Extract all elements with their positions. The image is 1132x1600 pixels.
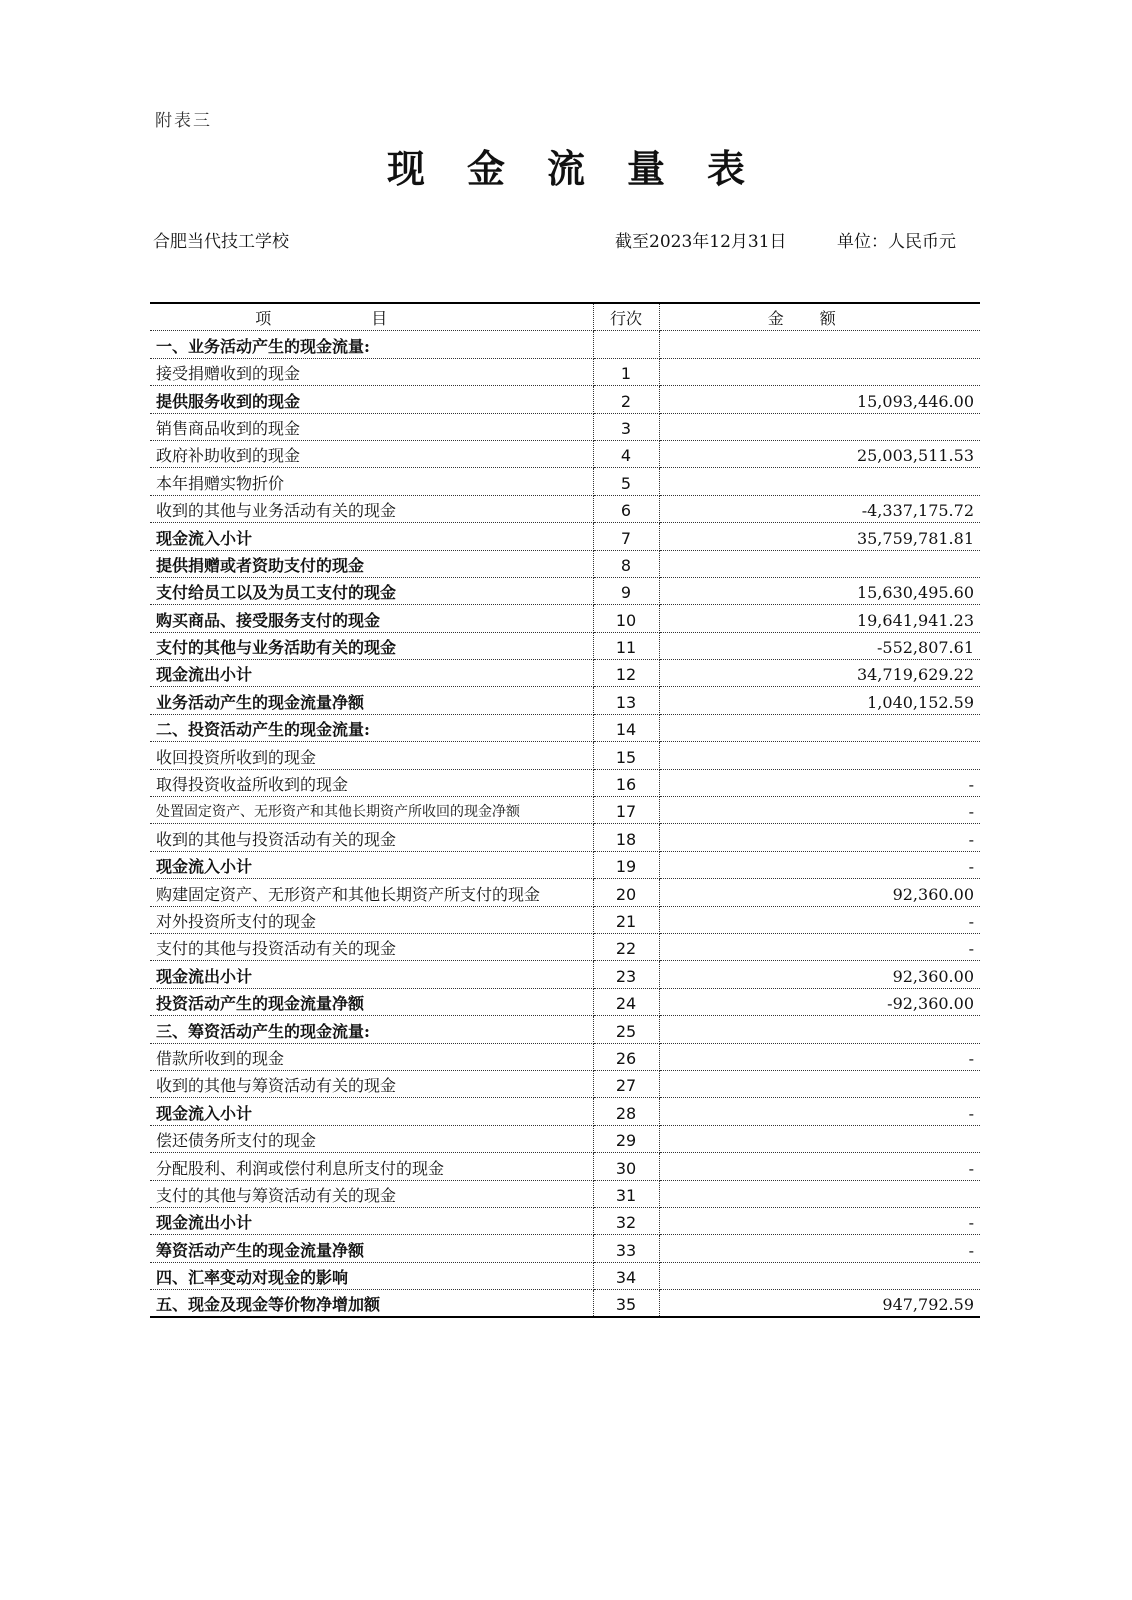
annex-label: 附表三 [155,111,212,131]
table-row [150,961,980,988]
row-item-label: 收到的其他与筹资活动有关的现金 [150,1070,593,1097]
row-line-number: 34 [593,1262,659,1289]
row-amount: 19,641,941.23 [659,605,980,632]
table-row [150,1043,980,1070]
row-item-label: 现金流出小计 [150,961,593,988]
table-row [150,687,980,714]
row-line-number: 1 [593,358,659,385]
header-item: 项目 [150,303,593,331]
table-row [150,550,980,577]
row-line-number: 5 [593,468,659,495]
table-row [150,933,980,960]
row-item-label: 二、投资活动产生的现金流量: [150,714,593,741]
row-line-number: 24 [593,988,659,1015]
row-item-label: 取得投资收益所收到的现金 [150,769,593,796]
row-item-label: 购建固定资产、无形资产和其他长期资产所支付的现金 [150,879,593,906]
table-row [150,1207,980,1234]
row-amount [659,1070,980,1097]
row-line-number: 12 [593,660,659,687]
row-line-number: 14 [593,714,659,741]
table-row [150,906,980,933]
row-line-number: 25 [593,1016,659,1043]
row-line-number: 22 [593,933,659,960]
table-row [150,605,980,632]
row-line-number: 29 [593,1125,659,1152]
header-line-no: 行次 [593,303,659,331]
row-amount: - [659,797,980,824]
currency-unit: 单位：人民币元 [837,232,956,252]
table-row [150,1153,980,1180]
table-row [150,1070,980,1097]
row-item-label: 四、汇率变动对现金的影响 [150,1262,593,1289]
row-line-number: 6 [593,495,659,522]
row-line-number: 23 [593,961,659,988]
table-row [150,1016,980,1043]
table-row [150,523,980,550]
row-item-label: 收到的其他与投资活动有关的现金 [150,824,593,851]
table-row [150,577,980,604]
row-amount: - [659,933,980,960]
row-item-label: 业务活动产生的现金流量净额 [150,687,593,714]
row-item-label: 购买商品、接受服务支付的现金 [150,605,593,632]
row-item-label: 处置固定资产、无形资产和其他长期资产所收回的现金净额 [150,797,593,824]
table-row [150,358,980,385]
row-line-number: 28 [593,1098,659,1125]
row-line-number: 13 [593,687,659,714]
row-amount [659,1262,980,1289]
row-item-label: 本年捐赠实物折价 [150,468,593,495]
row-amount [659,468,980,495]
row-line-number [593,331,659,358]
row-line-number: 10 [593,605,659,632]
table-row [150,468,980,495]
row-amount [659,1016,980,1043]
row-amount: 1,040,152.59 [659,687,980,714]
row-amount [659,714,980,741]
table-row [150,632,980,659]
table-row [150,440,980,467]
row-line-number: 32 [593,1207,659,1234]
row-line-number: 19 [593,851,659,878]
row-line-number: 35 [593,1290,659,1318]
table-row [150,879,980,906]
row-item-label: 分配股利、利润或偿付利息所支付的现金 [150,1153,593,1180]
table-row [150,824,980,851]
row-line-number: 26 [593,1043,659,1070]
row-item-label: 现金流出小计 [150,660,593,687]
row-amount: -552,807.61 [659,632,980,659]
table-row [150,331,980,358]
row-item-label: 三、筹资活动产生的现金流量: [150,1016,593,1043]
report-date: 截至2023年12月31日 [615,232,787,252]
row-item-label: 支付的其他与筹资活动有关的现金 [150,1180,593,1207]
row-line-number: 18 [593,824,659,851]
row-amount: 35,759,781.81 [659,523,980,550]
row-amount: - [659,1235,980,1262]
row-amount: - [659,1098,980,1125]
row-item-label: 借款所收到的现金 [150,1043,593,1070]
row-amount: - [659,1043,980,1070]
row-item-label: 支付的其他与业务活助有关的现金 [150,632,593,659]
table-row [150,1262,980,1289]
row-item-label: 现金流出小计 [150,1207,593,1234]
row-amount: 15,093,446.00 [659,386,980,413]
row-line-number: 2 [593,386,659,413]
row-item-label: 销售商品收到的现金 [150,413,593,440]
row-item-label: 支付的其他与投资活动有关的现金 [150,933,593,960]
row-line-number: 3 [593,413,659,440]
row-item-label: 接受捐赠收到的现金 [150,358,593,385]
row-item-label: 一、业务活动产生的现金流量: [150,331,593,358]
row-item-label: 偿还债务所支付的现金 [150,1125,593,1152]
table-row [150,851,980,878]
row-line-number: 15 [593,742,659,769]
row-line-number: 27 [593,1070,659,1097]
row-amount: - [659,1153,980,1180]
table-row [150,1180,980,1207]
row-line-number: 20 [593,879,659,906]
row-amount: 15,630,495.60 [659,577,980,604]
table-row [150,386,980,413]
row-amount: 34,719,629.22 [659,660,980,687]
row-item-label: 政府补助收到的现金 [150,440,593,467]
row-item-label: 筹资活动产生的现金流量净额 [150,1235,593,1262]
row-line-number: 31 [593,1180,659,1207]
row-amount [659,1180,980,1207]
row-amount: - [659,906,980,933]
organization-name: 合肥当代技工学校 [153,232,289,252]
row-line-number: 30 [593,1153,659,1180]
table-row [150,1125,980,1152]
row-item-label: 对外投资所支付的现金 [150,906,593,933]
cash-flow-table [150,302,980,1318]
row-amount: -92,360.00 [659,988,980,1015]
row-line-number: 16 [593,769,659,796]
row-amount: - [659,769,980,796]
row-line-number: 8 [593,550,659,577]
table-row [150,1098,980,1125]
table-row [150,413,980,440]
row-item-label: 提供捐赠或者资助支付的现金 [150,550,593,577]
row-amount [659,742,980,769]
row-amount [659,413,980,440]
row-amount [659,1125,980,1152]
row-amount: 947,792.59 [659,1290,980,1318]
row-item-label: 现金流入小计 [150,851,593,878]
table-row [150,1235,980,1262]
row-line-number: 17 [593,797,659,824]
table-row [150,1290,980,1318]
row-amount: 25,003,511.53 [659,440,980,467]
table-row [150,797,980,824]
table-row [150,714,980,741]
row-line-number: 7 [593,523,659,550]
row-item-label: 投资活动产生的现金流量净额 [150,988,593,1015]
row-amount [659,331,980,358]
row-amount: 92,360.00 [659,961,980,988]
row-item-label: 提供服务收到的现金 [150,386,593,413]
row-line-number: 33 [593,1235,659,1262]
row-amount: - [659,1207,980,1234]
row-line-number: 4 [593,440,659,467]
table-row [150,495,980,522]
row-amount [659,358,980,385]
row-item-label: 现金流入小计 [150,1098,593,1125]
row-amount: - [659,851,980,878]
row-amount: 92,360.00 [659,879,980,906]
table-row [150,769,980,796]
row-line-number: 9 [593,577,659,604]
row-amount [659,550,980,577]
row-amount: -4,337,175.72 [659,495,980,522]
row-item-label: 收回投资所收到的现金 [150,742,593,769]
row-line-number: 11 [593,632,659,659]
row-item-label: 现金流入小计 [150,523,593,550]
table-row [150,988,980,1015]
table-header-row [150,303,980,331]
table-row [150,742,980,769]
page-title: 现金流量表 [386,146,787,191]
row-item-label: 五、现金及现金等价物净增加额 [150,1290,593,1318]
table-row [150,660,980,687]
row-item-label: 支付给员工以及为员工支付的现金 [150,577,593,604]
header-amount: 金额 [659,303,980,331]
row-line-number: 21 [593,906,659,933]
row-item-label: 收到的其他与业务活动有关的现金 [150,495,593,522]
row-amount: - [659,824,980,851]
